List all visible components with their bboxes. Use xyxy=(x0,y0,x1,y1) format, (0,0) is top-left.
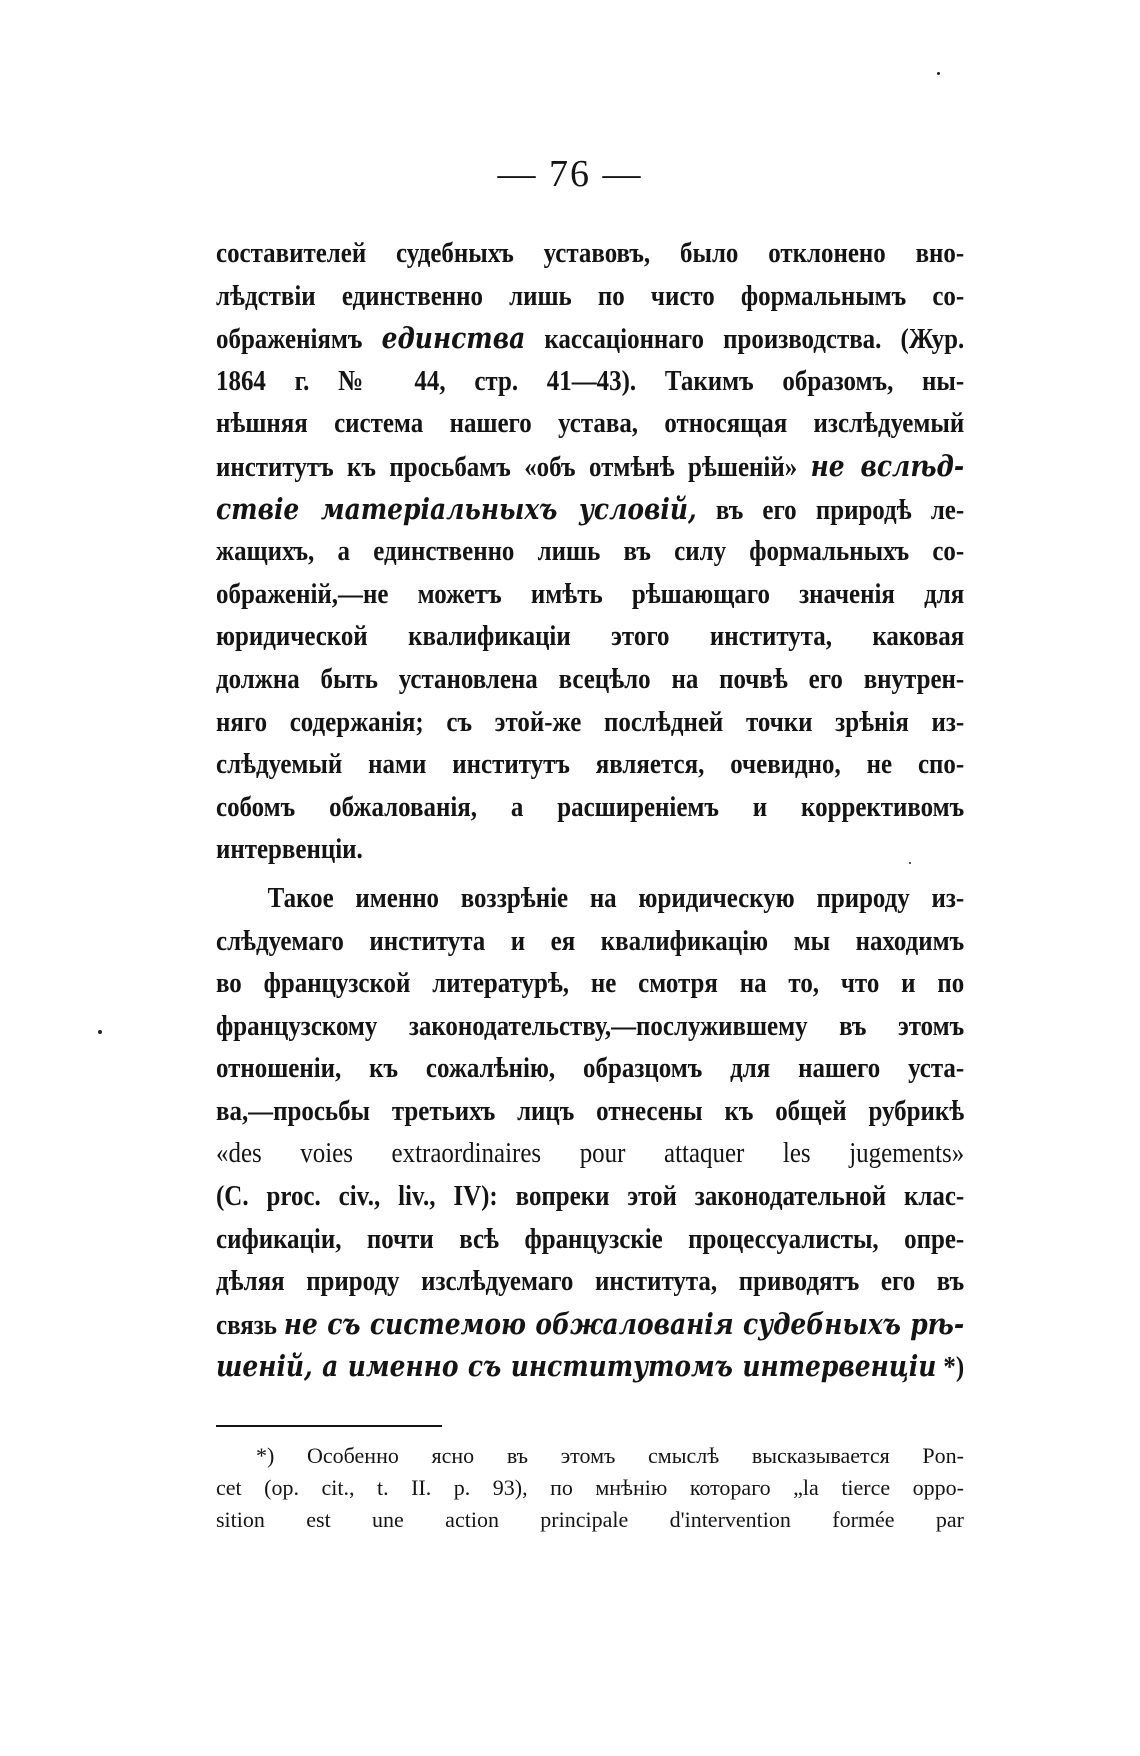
text-line: во французской литературѣ, не смотря на то, что и по xyxy=(216,967,965,1000)
text-line: ва,—просьбы третьихъ лицъ отнесены къ общей рубрикѣ xyxy=(216,1094,965,1127)
text-line: 1864 г. № 44, стр. 41—43). Такимъ образомъ, ны- xyxy=(216,364,965,397)
text-line: (C. proc. civ., liv., IV): вопреки этой законодательной клас- xyxy=(216,1180,965,1213)
italic-phrase: шеній, а именно съ институтомъ интервенціи xyxy=(216,1349,937,1384)
text-line: отношеніи, къ сожалѣнію, образцомъ для нашего уста- xyxy=(216,1052,965,1085)
text-line: слѣдуемый нами институтъ является, очевидно, не спо- xyxy=(216,748,965,781)
text-line: собомъ обжалованія, а расширеніемъ и коррективомъ xyxy=(216,790,965,823)
text-line xyxy=(216,1345,964,1388)
text-fragment: институтъ къ просьбамъ «объ отмѣнѣ рѣшеній» xyxy=(216,450,811,483)
text-line xyxy=(216,317,964,360)
italic-phrase: единства xyxy=(381,321,526,356)
text-line: французскому законодательству,—послужившему въ этомъ xyxy=(216,1009,965,1042)
text-line xyxy=(216,445,964,488)
text-line: сификаціи, почти всѣ французскіе процессуалисты, опре- xyxy=(216,1222,965,1255)
text-line: нѣшняя система нашего устава, относящая изслѣдуемый xyxy=(216,407,965,440)
page-number: — 76 — xyxy=(497,153,643,195)
text-line: составителей судебныхъ уставовъ, было отклонено вно- xyxy=(216,237,965,269)
text-line xyxy=(216,488,964,531)
print-speck xyxy=(909,862,911,864)
text-line: Такое именно воззрѣніе на юридическую природу из- xyxy=(267,881,965,914)
italic-phrase: не съ системою обжалованія судебныхъ рѣ- xyxy=(283,1306,965,1341)
text-line: юридической квалификаціи этого института, каковая xyxy=(216,620,965,653)
text-line: дѣляя природу изслѣдуемаго института, приводятъ его въ xyxy=(216,1265,965,1298)
paragraph-1 xyxy=(216,232,964,871)
text-line: должна быть установлена всецѣло на почвѣ его внутрен- xyxy=(216,662,965,695)
text-line: лѣдствіи единственно лишь по чисто формальнымъ со- xyxy=(216,279,965,312)
text-fragment: связь xyxy=(216,1308,284,1341)
text-line: слѣдуемаго института и ея квалификацію мы находимъ xyxy=(216,924,965,957)
text-line: жащихъ, а единственно лишь въ силу формальныхъ со- xyxy=(216,535,965,568)
paragraph-2 xyxy=(216,877,964,1388)
italic-phrase: ствіе матеріальныхъ условій, xyxy=(216,491,697,526)
footnote-line: *) Особенно ясно въ этомъ смыслѣ высказывается Pon- xyxy=(256,1443,964,1468)
print-speck xyxy=(98,1030,102,1034)
footnote-line: sition est une action principale d'intervention formée par xyxy=(216,1507,964,1532)
text-fragment: въ его природѣ ле- xyxy=(696,493,965,526)
footnote xyxy=(216,1440,964,1536)
text-fragment: кассаціоннаго производства. (Жур. xyxy=(525,323,965,356)
text-line: няго содержанія; съ этой-же послѣдней точки зрѣнія из- xyxy=(216,705,965,738)
text-line xyxy=(216,1303,964,1346)
text-line: «des voies extraordinaires pour attaquer les jugements» xyxy=(216,1137,965,1170)
footnote-line: cet (op. cit., t. II. p. 93), по мнѣнію котораго „la tierce oppo- xyxy=(216,1475,964,1500)
text-fragment: *) xyxy=(936,1351,965,1384)
footnote-divider xyxy=(216,1425,442,1427)
italic-phrase: не вслѣд- xyxy=(810,448,965,483)
text-line: интервенціи. xyxy=(216,833,363,866)
print-speck xyxy=(937,72,940,75)
main-text xyxy=(216,232,965,1388)
text-fragment: ображеніямъ xyxy=(216,323,382,356)
text-line: ображеній,—не можетъ имѣть рѣшающаго значенія для xyxy=(216,577,965,610)
